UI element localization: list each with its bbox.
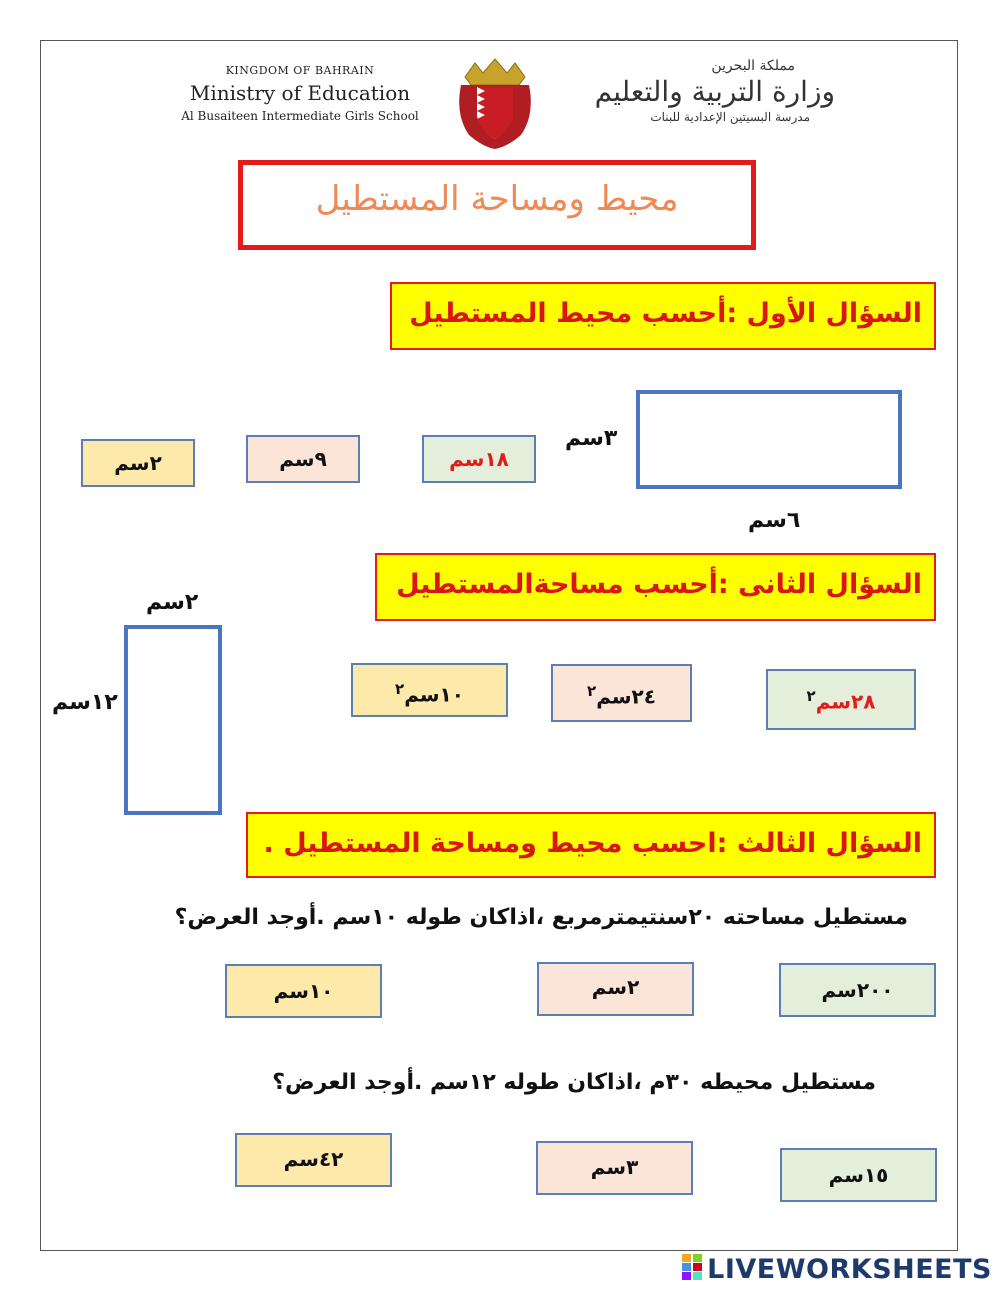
- q3-p2-answer-3-text: ٤٢سم: [283, 1147, 344, 1171]
- q1-answer-3-text: ٢سم: [114, 451, 162, 475]
- bahrain-emblem: [455, 55, 535, 150]
- q2-answer-2-text: ٢٤سم: [596, 684, 656, 709]
- q1-answer-1[interactable]: [422, 435, 536, 483]
- q2-rectangle-shape: [124, 625, 222, 815]
- kingdom-en: KINGDOM OF BAHRAIN: [225, 64, 375, 77]
- worksheet-title-box: [238, 160, 756, 250]
- q2-answer-1[interactable]: [766, 669, 916, 730]
- q3-p1-answer-1-text: ٢٠٠سم: [821, 978, 894, 1002]
- q1-answer-2[interactable]: [246, 435, 360, 483]
- school-ar: مدرسة البسيتين الإعدادية للبنات: [650, 110, 810, 124]
- q3-p2-answer-1[interactable]: [780, 1148, 937, 1202]
- q2-answer-2[interactable]: [551, 664, 692, 722]
- kingdom-ar: مملكة البحرين: [711, 58, 795, 74]
- header-english: [150, 64, 450, 123]
- q3-p1-answer-2-text: ٢سم: [591, 975, 640, 999]
- q1-answer-2-text: ٩سم: [279, 447, 327, 471]
- q3-p2-answer-3[interactable]: [235, 1133, 392, 1187]
- q2-width-label: ٢سم: [146, 590, 199, 615]
- liveworksheets-icon: [681, 1253, 703, 1288]
- q3-p1-answer-3[interactable]: [225, 964, 382, 1018]
- q2-answer-3[interactable]: [351, 663, 508, 717]
- q3-p2-answer-2-text: ٣سم: [590, 1155, 639, 1179]
- q3-problem-2: مستطيل محيطه ٣٠م ،اذاكان طوله ١٢سم .أوجد العرض؟: [272, 1070, 876, 1095]
- header-arabic: [560, 58, 835, 124]
- liveworksheets-logo: [681, 1253, 992, 1288]
- q1-rectangle-shape: [636, 390, 902, 489]
- q3-p2-answer-1-text: ١٥سم: [828, 1163, 889, 1187]
- q1-answer-1-text: ١٨سم: [449, 447, 509, 471]
- q3-p1-answer-1[interactable]: [779, 963, 936, 1017]
- ministry-en: Ministry of Education: [189, 81, 411, 105]
- q2-answer-3-sup: ٢: [395, 680, 405, 698]
- q1-answer-3[interactable]: [81, 439, 195, 487]
- q3-p2-answer-2[interactable]: [536, 1141, 693, 1195]
- question-3-label: السؤال الثالث :احسب محيط ومساحة المستطيل .: [246, 812, 936, 878]
- q2-answer-1-sup: ٢: [806, 687, 816, 705]
- question-1-label: السؤال الأول :أحسب محيط المستطيل: [390, 282, 936, 350]
- q2-height-label: ١٢سم: [52, 690, 118, 715]
- q1-height-label: ٣سم: [565, 426, 618, 451]
- liveworksheets-brand: LIVEWORKSHEETS: [707, 1254, 992, 1285]
- q3-p1-answer-2[interactable]: [537, 962, 694, 1016]
- ministry-ar: وزارة التربية والتعليم: [594, 75, 835, 108]
- q3-p1-answer-3-text: ١٠سم: [273, 979, 334, 1003]
- q1-width-label: ٦سم: [748, 508, 801, 533]
- school-en: Al Busaiteen Intermediate Girls School: [181, 109, 419, 123]
- q2-answer-3-text: ١٠سم: [404, 682, 464, 707]
- q2-answer-1-text: ٢٨سم: [815, 689, 876, 714]
- q3-problem-1: مستطيل مساحته ٢٠سنتيمترمربع ،اذاكان طوله ١٠سم .أوجد العرض؟: [174, 905, 908, 930]
- worksheet-title: محيط ومساحة المستطيل: [315, 179, 679, 219]
- q2-answer-2-sup: ٢: [587, 682, 597, 700]
- question-2-label: السؤال الثانى :أحسب مساحةالمستطيل: [375, 553, 936, 621]
